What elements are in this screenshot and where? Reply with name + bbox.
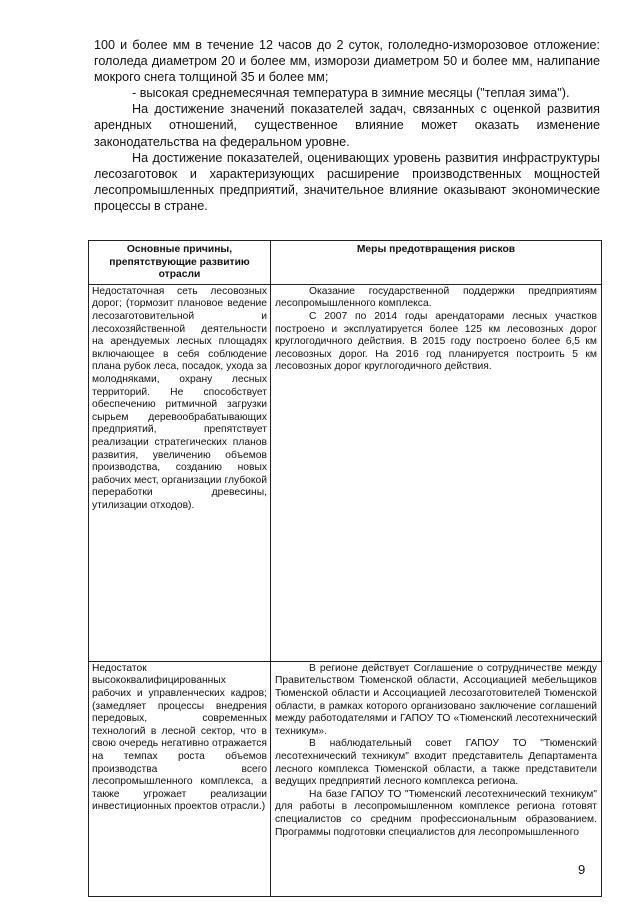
cause-text: Недостаток высококвалифицированных рабочих и управленческих кадров; (замедляет процессы внедрения передовых, современных технологий в лесной сектор, что в свою очередь негативно отражается на темпах роста объемов производства всего лесопромышленного комплекса, а также угрожает реализации инвестиционных проектов отрасли.) [92, 662, 267, 813]
measure-cell [271, 661, 602, 896]
page-number: 9 [578, 862, 586, 877]
intro-paragraph-3: На достижение значений показателей задач, связанных с оценкой развития арендных отношений, существенное влияние может оказать изменение законодательства на федеральном уровне. [94, 102, 600, 149]
header-causes: Основные причины, препятствующие развитию отрасли [89, 241, 271, 285]
measure-text: На базе ГАПОУ ТО "Тюменский лесотехнический техникум" для работы в лесопромышленном комплексе региона готовят специалистов со средним профессиональным образованием. Программы подготовки специалистов для лесопромышленного [275, 788, 597, 838]
table-header-row [89, 241, 602, 285]
intro-paragraph-4: На достижение показателей, оценивающих уровень развития инфраструктуры лесозаготовок и характеризующих расширение производственных мощностей лесопромышленных предприятий, значительное влияние оказывают экономические процессы в стране. [94, 150, 600, 213]
measure-text: В регионе действует Соглашение о сотрудничестве между Правительством Тюменской области, Ассоциацией мебельщиков Тюменской области и Ассоциацией лесозаготовителей Тюменской области, в рамках которого организовано заключение соглашений между работодателями и ГАПОУ ТО «Тюменский лесотехнический техникум». [275, 662, 597, 737]
cause-cell [89, 661, 271, 896]
table-row [89, 661, 602, 896]
intro-paragraph-1: 100 и более мм в течение 12 часов до 2 суток, гололедно-изморозовое отложение: гололеда диаметром 20 и более мм, изморози диаметром 50 и более мм, налипание мокрого снега толщиной 35 и более мм; [94, 38, 600, 85]
measure-text: В наблюдательный совет ГАПОУ ТО "Тюменский лесотехнический техникум" входит представитель Департамента лесного комплекса Тюменской области, а также представители ведущих предприятий лесного комплекса региона. [275, 738, 597, 788]
measure-text: Оказание государственной поддержки предприятиям лесопромышленного комплекса. [275, 285, 597, 310]
cause-cell [89, 284, 271, 661]
header-measures: Меры предотвращения рисков [271, 241, 602, 285]
intro-paragraph-2: - высокая среднемесячная температура в зимние месяцы ("теплая зима"). [132, 86, 570, 101]
measure-text: С 2007 по 2014 годы арендаторами лесных участков построено и эксплуатируется более 125 км лесовозных дорог круглогодичного действия. В 2015 году построено более 6,5 км лесовозных дорог. На 2016 год планируется построить 5 км лесовозных дорог круглогодичного действия. [275, 310, 597, 373]
risk-table [88, 240, 602, 897]
intro-text [94, 37, 600, 214]
measure-cell [271, 284, 602, 661]
cause-text: Недостаточная сеть лесовозных дорог; (тормозит плановое ведение лесозаготовительной и лесохозяйственной деятельности на арендуемых лесных площадях включающее в себя соблюдение плана рубок леса, посадок, ухода за молодняками, охрану лесных территорий. Не способствует обеспечению ритмичной загрузки сырьем деревообрабатывающих предприятий, препятствует реализации стратегических планов развития, увеличению объемов производства, созданию новых рабочих мест, организации глубокой переработки древесины, утилизации отходов). [92, 285, 267, 511]
table-row [89, 284, 602, 661]
